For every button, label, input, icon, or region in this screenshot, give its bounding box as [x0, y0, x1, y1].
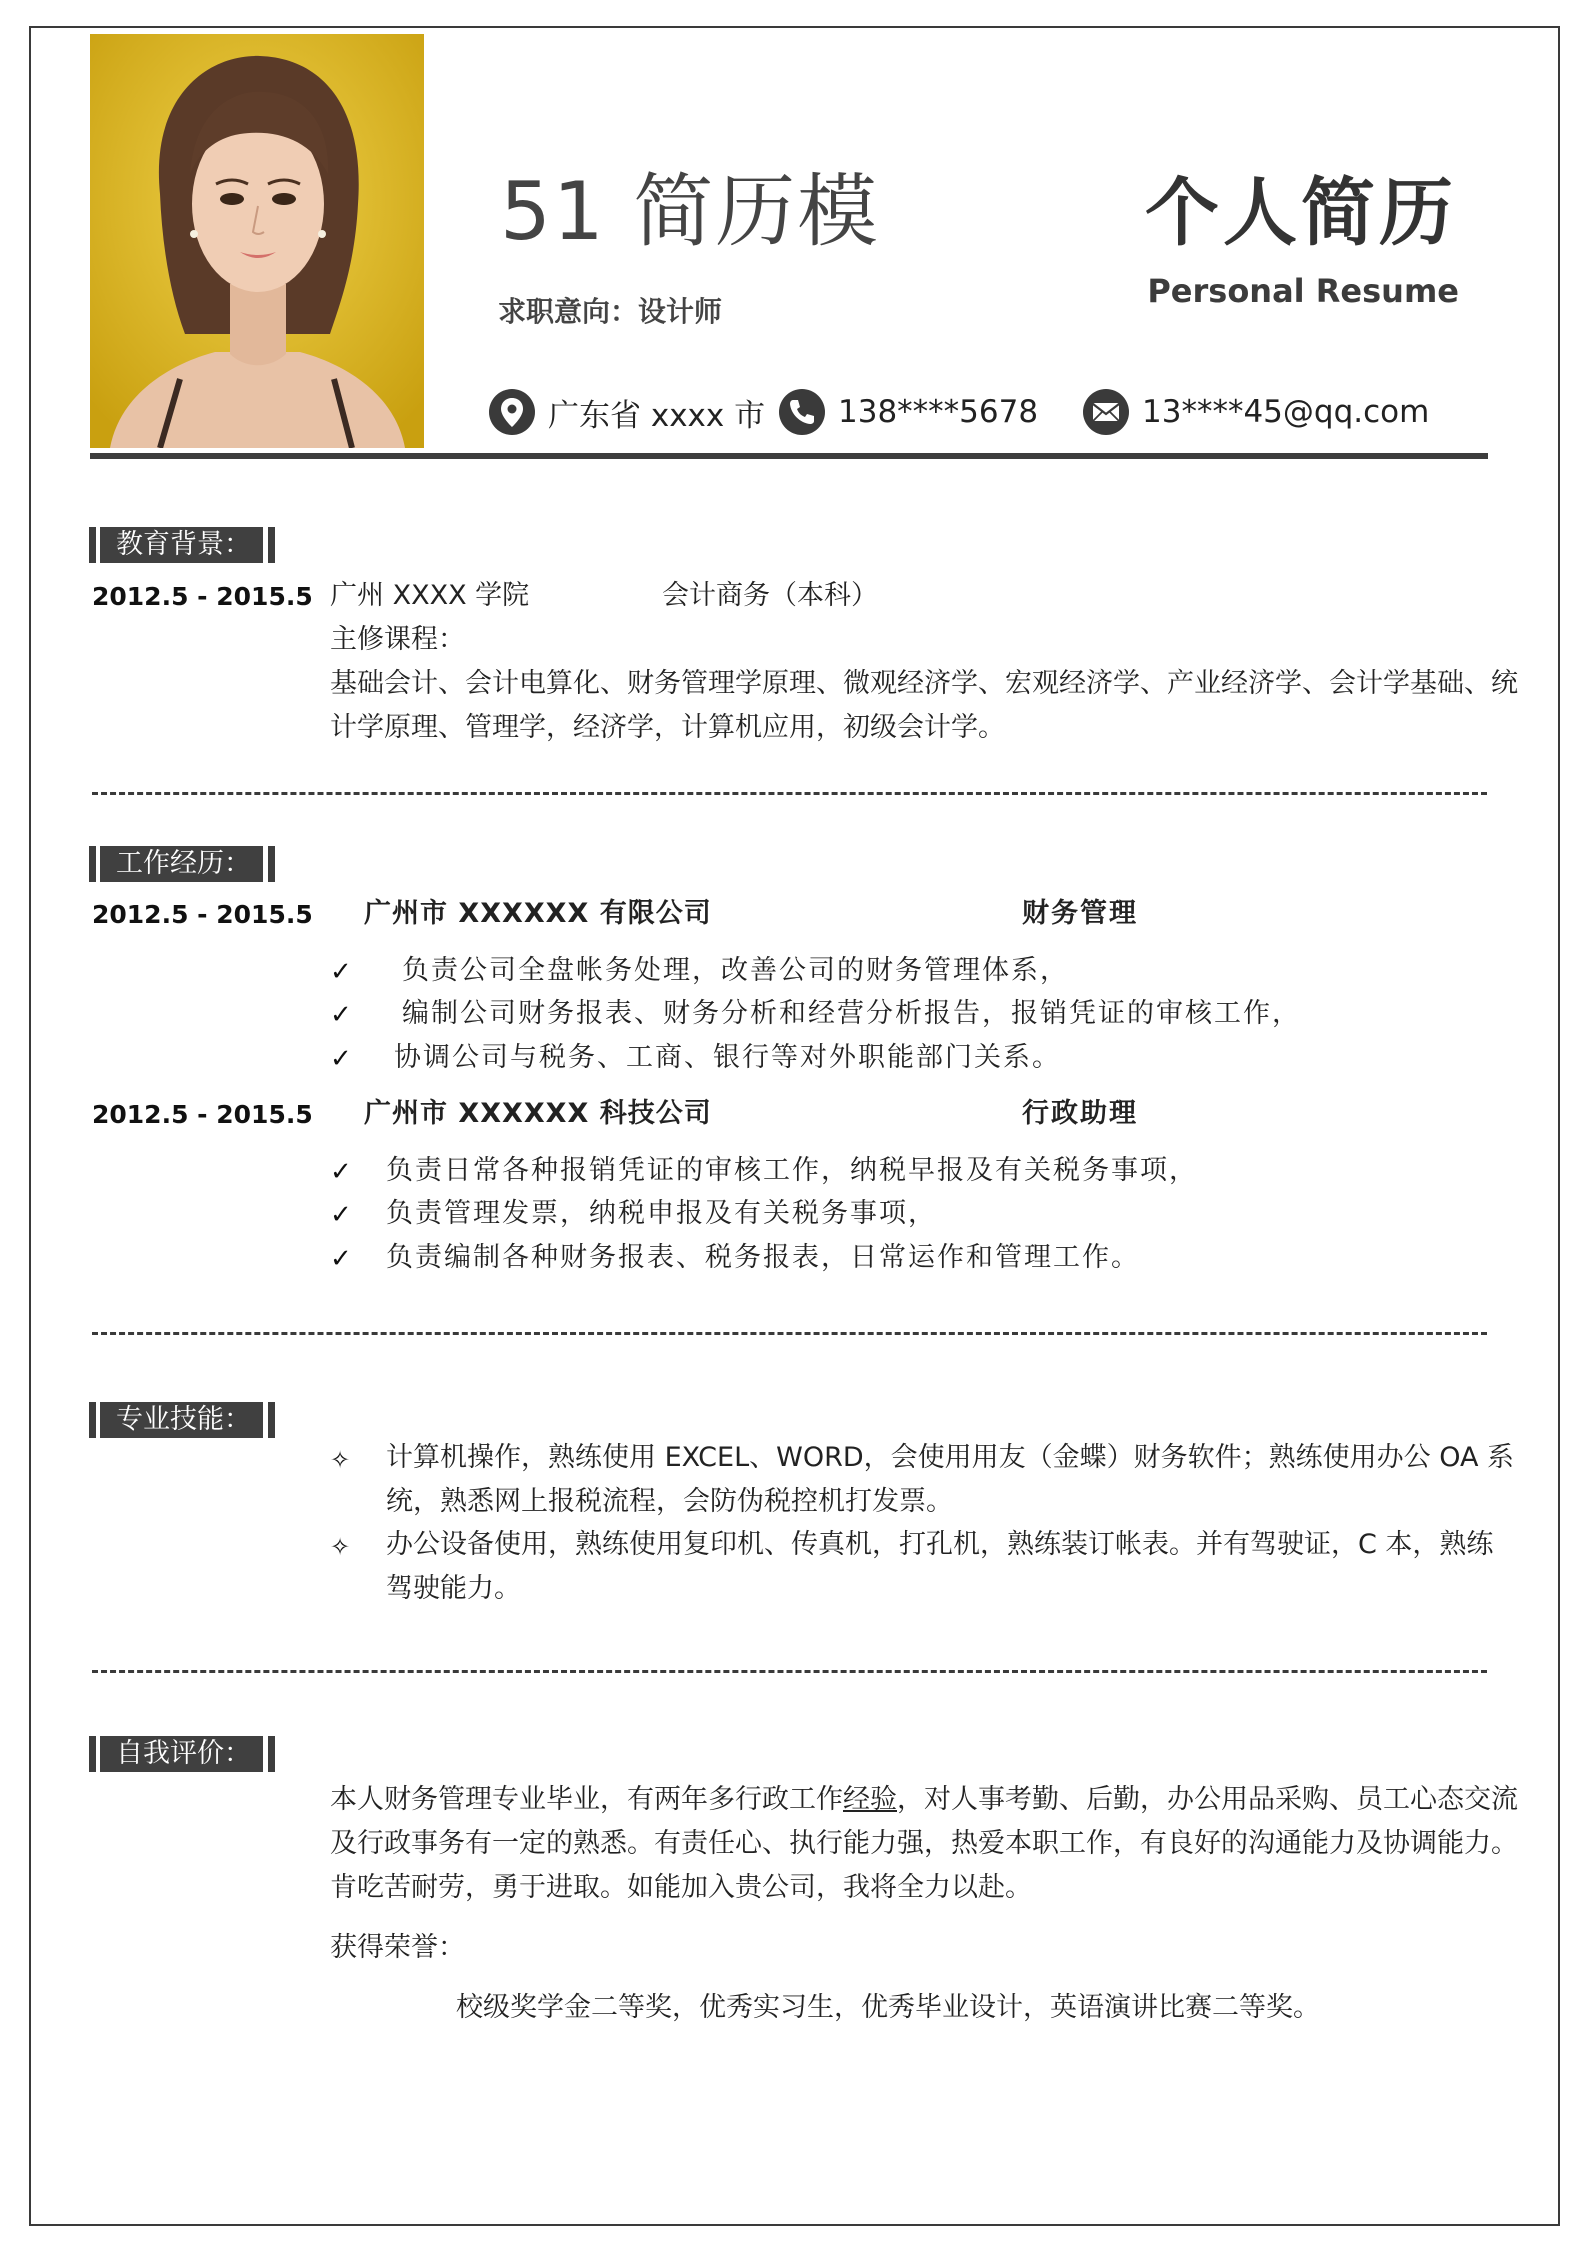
check-icon: ✓ — [330, 1044, 352, 1074]
section-label-education — [89, 527, 275, 563]
education-courses-line2: 计学原理、管理学，经济学，计算机应用，初级会计学。 — [330, 712, 1005, 743]
header-divider — [90, 453, 1488, 459]
job2-position: 行政助理 — [1022, 1098, 1138, 1129]
resume-title-cn: 个人简历 — [1145, 170, 1457, 256]
phone-icon — [778, 388, 826, 436]
contact-email — [1082, 388, 1429, 436]
section-title: 自我评价： — [100, 1736, 263, 1772]
contact-location — [488, 388, 765, 436]
honors-text: 校级奖学金二等奖，优秀实习生，优秀毕业设计，英语演讲比赛二等奖。 — [456, 1992, 1320, 2023]
education-courses-line1: 基础会计、会计电算化、财务管理学原理、微观经济学、宏观经济学、产业经济学、会计学基础、统 — [330, 668, 1518, 699]
skill2-line1: 办公设备使用，熟练使用复印机、传真机，打孔机，熟练装订帐表。并有驾驶证，C 本，熟练 — [386, 1529, 1494, 1560]
job1-date: 2012.5 - 2015.5 — [92, 900, 313, 929]
job2-item3: 负责编制各种财务报表、税务报表，日常运作和管理工作。 — [386, 1242, 1140, 1273]
sparkle-bullet-icon: ✧ — [330, 1533, 351, 1561]
self-eval-underlined: 经验 — [843, 1784, 897, 1815]
check-icon: ✓ — [330, 1244, 352, 1274]
email-text: 13****45@qq.com — [1142, 394, 1430, 430]
section-title: 工作经历： — [100, 846, 263, 882]
job1-item3: 协调公司与税务、工商、银行等对外职能部门关系。 — [394, 1042, 1061, 1073]
job1-company: 广州市 XXXXXX 有限公司 — [364, 898, 712, 929]
skill1-line2: 统，熟悉网上报税流程，会防伪税控机打发票。 — [386, 1486, 953, 1517]
profile-photo — [90, 34, 424, 448]
resume-title-en: Personal Resume — [1147, 272, 1459, 310]
self-eval-line3: 肯吃苦耐劳，勇于进取。如能加入贵公司，我将全力以赴。 — [330, 1872, 1032, 1903]
skill1-line1: 计算机操作，熟练使用 EXCEL、WORD，会使用用友（金蝶）财务软件；熟练使用办公 OA 系 — [386, 1442, 1515, 1473]
location-pin-icon — [488, 388, 536, 436]
location-text: 广东省 xxxx 市 — [548, 397, 766, 434]
skill2-line2: 驾驶能力。 — [386, 1573, 521, 1604]
section-divider — [92, 1670, 1487, 1673]
education-date: 2012.5 - 2015.5 — [92, 582, 313, 611]
job2-item2: 负责管理发票，纳税申报及有关税务事项， — [386, 1198, 937, 1229]
check-icon: ✓ — [330, 1200, 352, 1230]
section-label-skills — [89, 1402, 275, 1438]
job1-item2: 编制公司财务报表、财务分析和经营分析报告，报销凭证的审核工作， — [402, 998, 1301, 1029]
job2-date: 2012.5 - 2015.5 — [92, 1100, 313, 1129]
self-eval-text: 本人财务管理专业毕业，有两年多行政工作 — [330, 1784, 843, 1815]
contact-phone — [778, 388, 1038, 436]
education-major: 会计商务（本科） — [662, 580, 878, 611]
self-eval-line2: 及行政事务有一定的熟悉。有责任心、执行能力强，热爱本职工作，有良好的沟通能力及协调能力。 — [330, 1828, 1518, 1859]
job1-item1: 负责公司全盘帐务处理，改善公司的财务管理体系， — [402, 955, 1069, 986]
section-label-self-eval — [89, 1736, 275, 1772]
portrait-illustration — [90, 34, 424, 448]
job2-item1: 负责日常各种报销凭证的审核工作，纳税早报及有关税务事项， — [386, 1155, 1198, 1186]
education-school: 广州 XXXX 学院 — [330, 580, 530, 611]
section-label-work — [89, 846, 275, 882]
self-eval-line1 — [330, 1784, 1518, 1816]
honors-label: 获得荣誉： — [330, 1932, 465, 1963]
section-title: 专业技能： — [100, 1402, 263, 1438]
section-divider — [92, 1332, 1487, 1335]
phone-text: 138****5678 — [838, 394, 1039, 430]
job2-company: 广州市 XXXXXX 科技公司 — [364, 1098, 712, 1129]
self-eval-text: ，对人事考勤、后勤，办公用品采购、员工心态交流 — [897, 1784, 1518, 1815]
envelope-icon — [1082, 388, 1130, 436]
section-title: 教育背景： — [100, 527, 263, 563]
check-icon: ✓ — [330, 957, 352, 987]
check-icon: ✓ — [330, 1157, 352, 1187]
check-icon: ✓ — [330, 1000, 352, 1030]
sparkle-bullet-icon: ✧ — [330, 1446, 351, 1474]
candidate-name: 51 简历模 — [500, 165, 880, 258]
education-courses-label: 主修课程： — [330, 624, 465, 655]
job-intent: 求职意向：设计师 — [498, 295, 723, 328]
section-divider — [92, 792, 1487, 795]
job1-position: 财务管理 — [1022, 898, 1138, 929]
